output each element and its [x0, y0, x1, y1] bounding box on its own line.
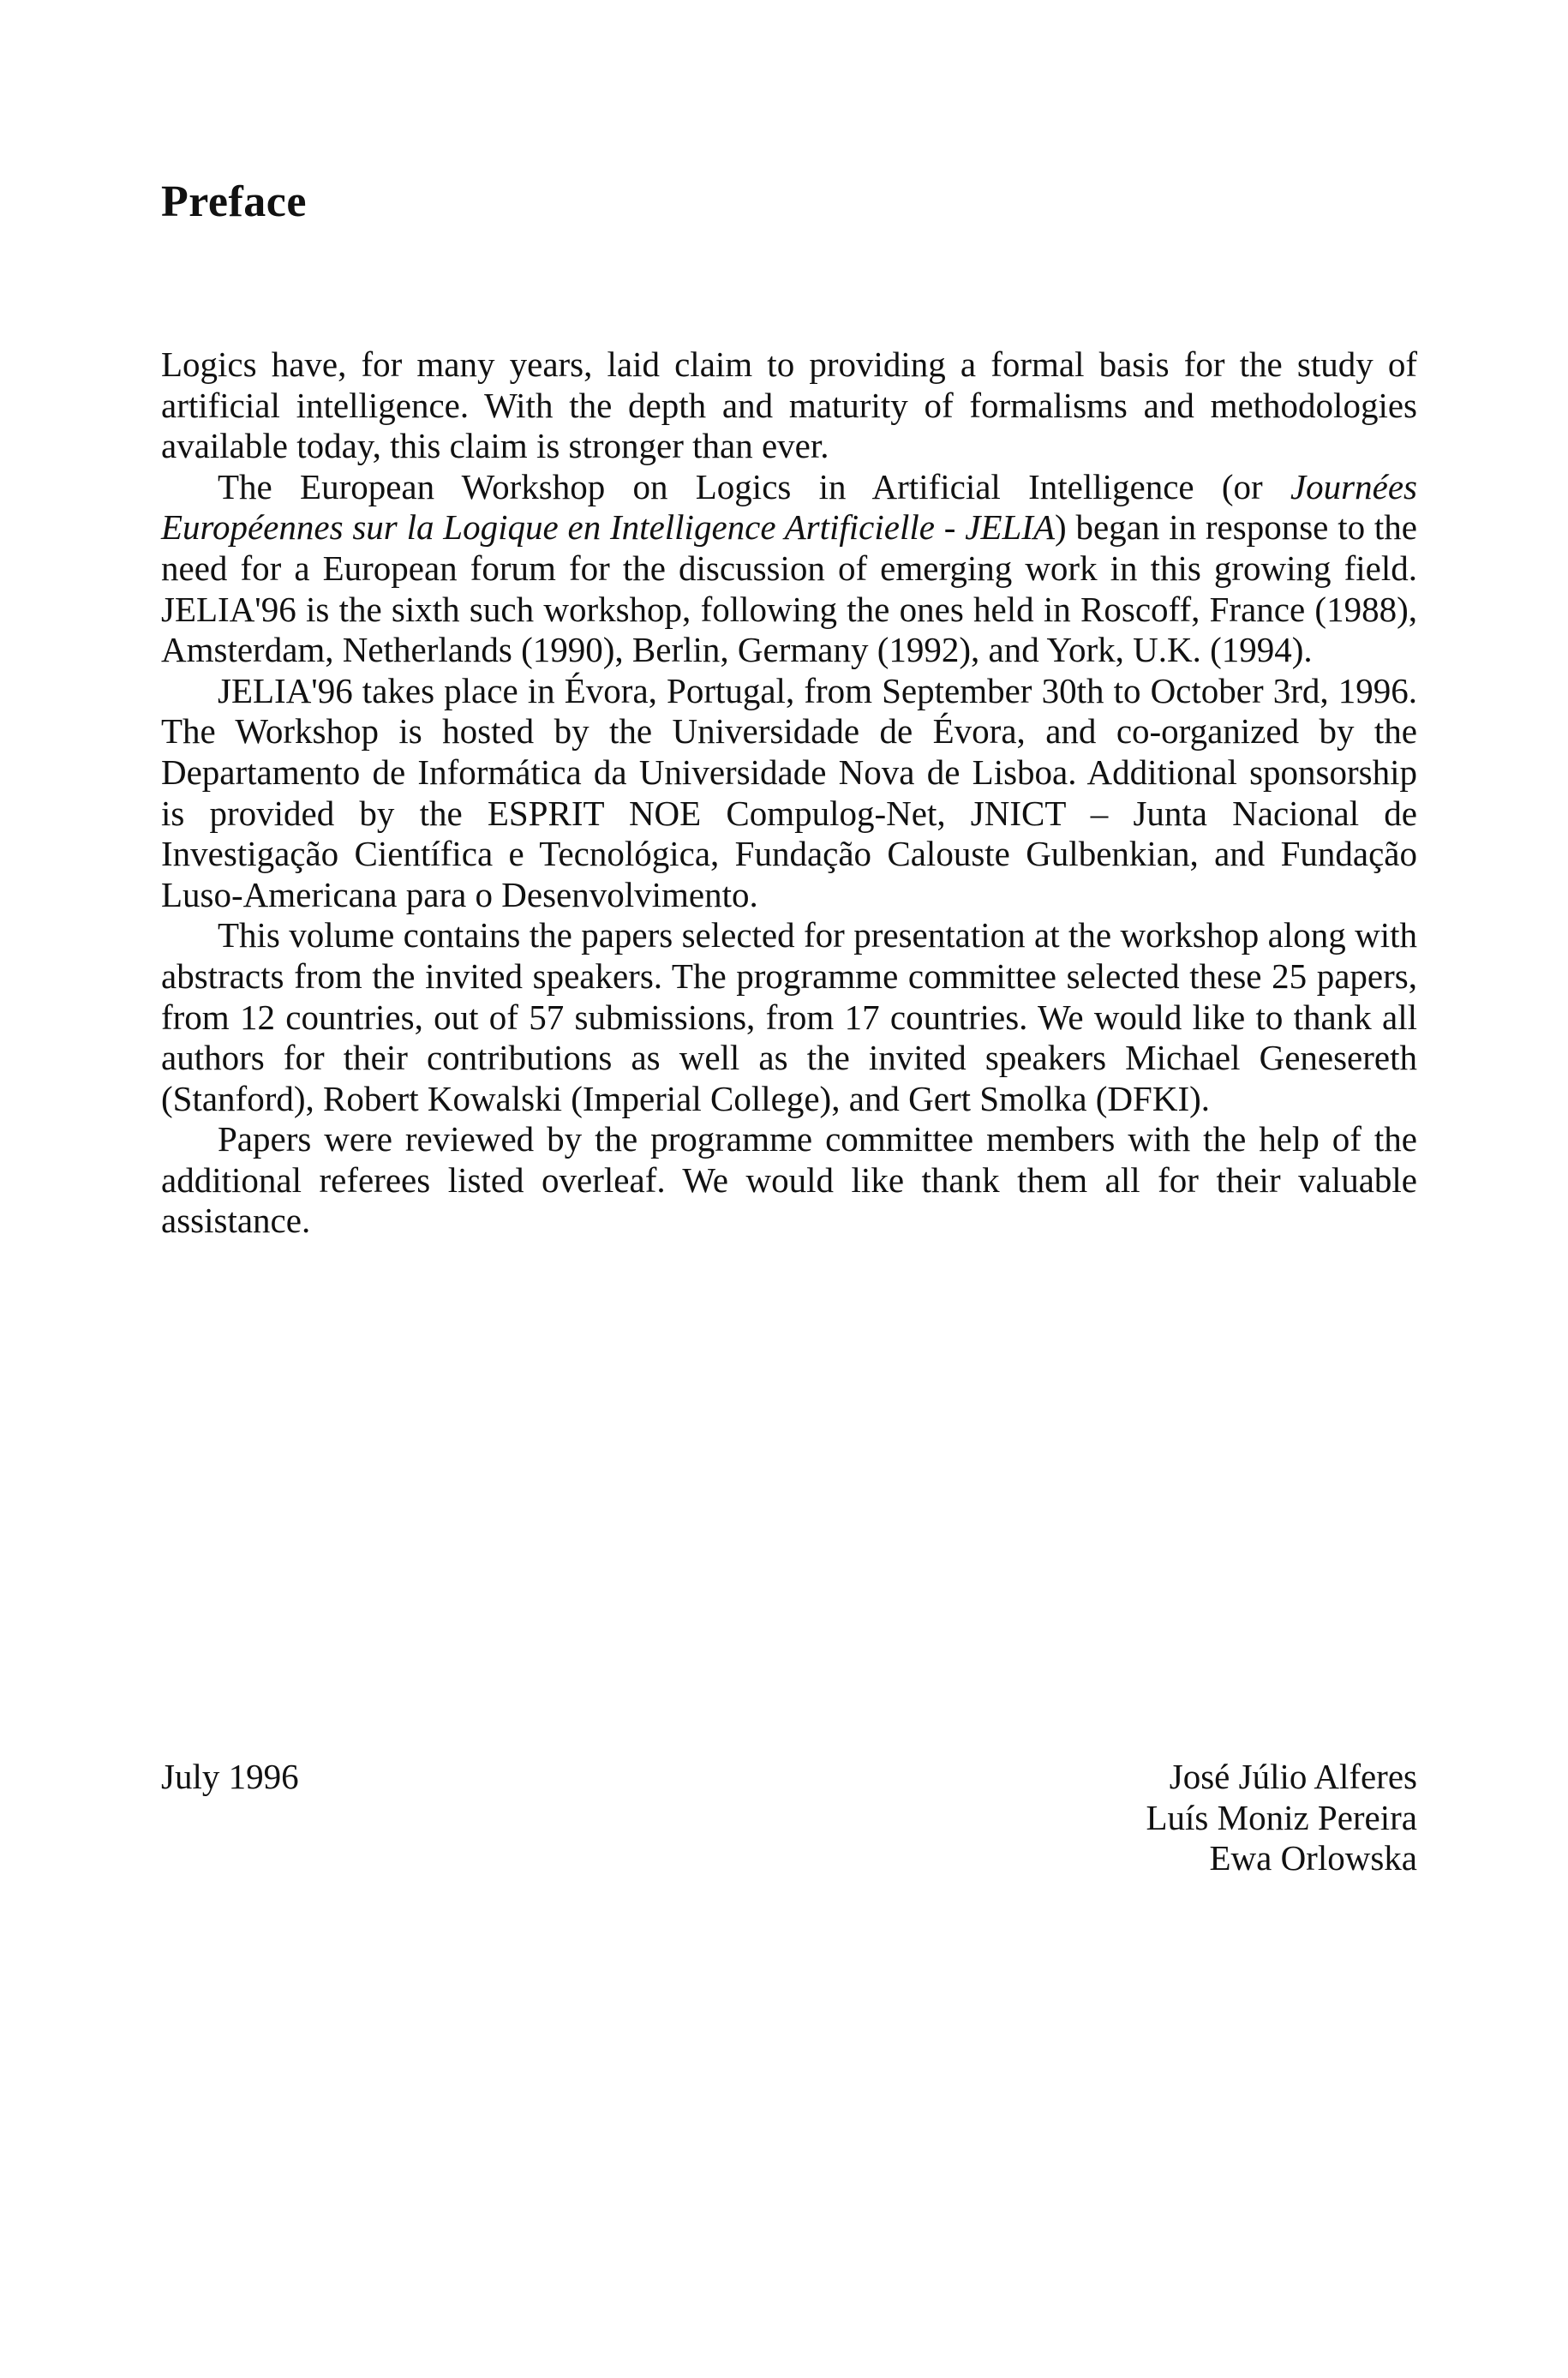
page-title: Preface	[161, 177, 307, 226]
signoff-date: July 1996	[161, 1757, 299, 1796]
workshop-full-name: Journées Européennes sur la Logique en Intelligence Artificielle - JELIA	[161, 466, 1417, 548]
paragraph-venue: JELIA'96 takes place in Évora, Portugal, from September 30th to October 3rd, 1996. The Workshop is hosted by the Universidade de Évora, and co-organized by the Departamento de Informática da Universidade Nova de Lisboa. Additional sponsorship is provided by the ESPRIT NOE Compulog-Net, JNICT – Junta Nacional de Investigação Científica e Tecnológica, Fundação Calouste Gulbenkian, and Fundação Luso-Americana para o Desenvolvimento.	[161, 670, 1417, 914]
paragraph-volume: This volume contains the papers selected for presentation at the workshop along with abstracts from the invited speakers. The programme committee selected these 25 papers, from 12 countries, out of 57 submissions, from 17 countries. We would like to thank all authors for their contributions as well as the invited speakers Michael Genesereth (Stanford), Robert Kowalski (Imperial College), and Gert Smolka (DFKI).	[161, 915, 1417, 1118]
paragraph-reviewers: Papers were reviewed by the programme committee members with the help of the additional referees listed overleaf. We would like thank them all for their valuable assistance.	[161, 1119, 1417, 1241]
editor-list	[1146, 1757, 1417, 1879]
editor-name: José Júlio Alferes	[1169, 1757, 1417, 1796]
paragraph-intro: Logics have, for many years, laid claim to providing a formal basis for the study of artificial intelligence. With the depth and maturity of formalisms and methodologies available today, this claim is stronger than ever.	[161, 344, 1417, 466]
paragraph-history-text-start: The European Workshop on Logics in Artificial Intelligence (or	[218, 466, 1290, 506]
preface-body	[161, 344, 1417, 1242]
paragraph-history-text-end: ) began in response to the need for a European forum for the discussion of emerging work in this growing field. JELIA'96 is the sixth such workshop, following the ones held in Roscoff, France (1988), Amsterdam, Netherlands (1990), Berlin, Germany (1992), and York, U.K. (1994).	[161, 507, 1417, 670]
editor-name: Ewa Orlowska	[1209, 1838, 1417, 1878]
editor-name: Luís Moniz Pereira	[1146, 1797, 1417, 1837]
paragraph-history	[161, 467, 1417, 671]
